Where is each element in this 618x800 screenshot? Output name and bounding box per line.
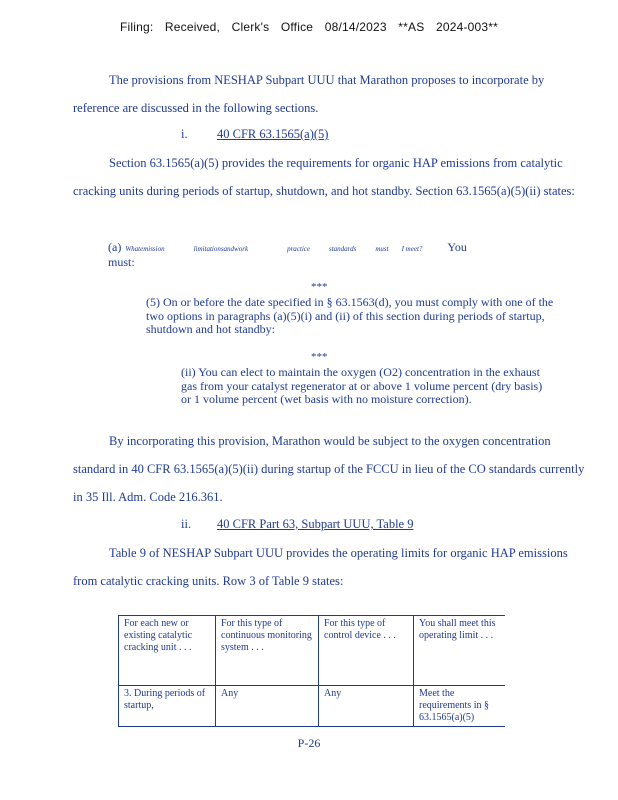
table-header-cell: For this type of continuous monitoring system . . . (216, 616, 319, 686)
section-i-heading (0, 127, 618, 143)
table-cell (414, 686, 506, 727)
quote-must: must: (108, 255, 135, 269)
table-9-excerpt (118, 615, 505, 727)
section-ii-number: ii. (181, 517, 192, 531)
quote-prefix: (a) (108, 240, 122, 254)
table-header-row (119, 616, 506, 686)
ellipsis-stars-1: *** (311, 281, 328, 293)
paragraph-3: Table 9 of NESHAP Subpart UUU provides the operating limits for organic HAP emissions from catalytic cracking units. Row 3 of Table 9 states: (73, 546, 568, 588)
quote-word-1: Whatemission (125, 245, 165, 253)
quote-word-4: standards (329, 245, 357, 253)
filing-header: Filing: Received, Clerk's Office 08/14/2023 **AS 2024-003** (119, 20, 499, 34)
quote-heading (108, 241, 508, 269)
quoted-item-5: (5) On or before the date specified in § 63.1563(d), you must comply with one of the two options in paragraphs (a)(5)(i) and (ii) of this section during periods of startup, shutdown and hot standby: (146, 295, 554, 336)
intro-paragraph: The provisions from NESHAP Subpart UUU that Marathon proposes to incorporate by reference are discussed in the following sections. (73, 73, 545, 115)
table-cell: 3. During periods of startup, (119, 686, 216, 727)
table-cell: Any (216, 686, 319, 727)
section-i-number: i. (181, 127, 188, 141)
page-number: P-26 (297, 736, 321, 750)
quoted-item-ii: (ii) You can elect to maintain the oxygen (O2) concentration in the exhaust gas from your catalyst regenerator at or above 1 volume percent (dry basis) or 1 volume percent (wet basis with no moisture correction). (181, 365, 543, 406)
table-cell-text: Meet the requirements in § 63.1565(a)(5) (419, 688, 489, 723)
ellipsis-stars-2: *** (311, 351, 328, 363)
table-row (119, 686, 506, 727)
paragraph-1: Section 63.1565(a)(5) provides the requirements for organic HAP emissions from catalytic cracking units during periods of startup, shutdown, and hot standby. Section 63.1565(a)(5)(ii) states: (73, 156, 575, 198)
quote-word-6: I meet? (401, 245, 423, 253)
table-header-cell: For each new or existing catalytic cracking unit . . . (119, 616, 216, 686)
section-ii-heading (0, 517, 618, 533)
table-cell: Any (319, 686, 414, 727)
quote-you: You (447, 240, 467, 254)
quote-word-2: limitationsandwork (193, 245, 249, 253)
section-ii-title: 40 CFR Part 63, Subpart UUU, Table 9 (217, 517, 414, 531)
quote-word-3: practice (287, 245, 310, 253)
paragraph-2: By incorporating this provision, Marathon would be subject to the oxygen concentration standard in 40 CFR 63.1565(a)(5)(ii) during startup of the FCCU in lieu of the CO standards currently in 35 Ill. Adm. Code 216.361. (73, 434, 585, 504)
table-header-cell: You shall meet this operating limit . . . (414, 616, 506, 686)
quote-word-5: must (375, 245, 389, 253)
section-i-title: 40 CFR 63.1565(a)(5) (217, 127, 329, 141)
table-header-cell: For this type of control device . . . (319, 616, 414, 686)
